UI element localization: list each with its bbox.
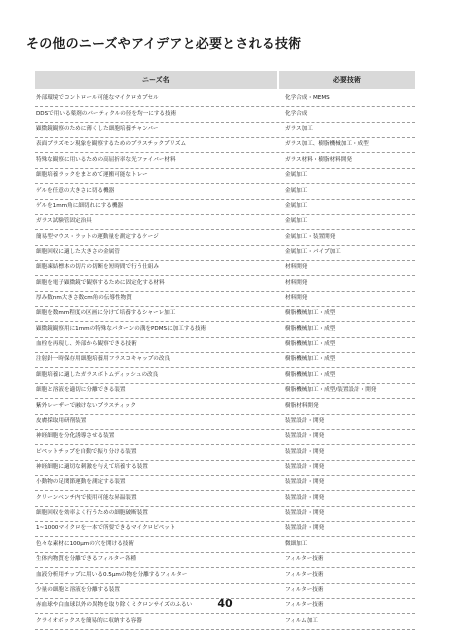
tech-cell: 金属加工 [285,172,308,179]
tech-cell: 微細加工 [285,540,308,547]
table-row [35,107,415,122]
tech-cell: 樹脂材料開発 [285,402,319,409]
table-row [35,507,415,522]
tech-cell: 金属加工・パイプ加工 [285,248,341,255]
table-row [35,338,415,353]
need-cell: 注射針一時保存用細胞培養用フラスコキャップの改良 [36,356,171,363]
table-row [35,568,415,583]
tech-cell: 樹脂機械加工・成型 [285,310,336,317]
tech-cell: 金属加工 [285,187,308,194]
needs-table [35,71,415,630]
need-cell: 顕微鏡観察用に1mmの特殊なパターンの溝をPDMSに加工する技術 [36,325,207,332]
table-row [35,92,415,107]
table-row [35,353,415,368]
need-cell: 厚み数nm大きさ数cm角の伝導性物質 [36,295,132,302]
need-cell: 細胞回収を効率よく行うための細胞破断装置 [36,510,148,517]
table-row [35,322,415,337]
tech-cell: 金属加工 [285,202,308,209]
header-tech: 必要技術 [332,76,361,84]
table-row [35,246,415,261]
tech-cell: 材料開発 [285,264,308,271]
need-cell: 1~1000マイクロを一本で所要できるマイクロピペット [36,525,176,532]
table-row [35,614,415,629]
tech-cell: ガラス材料・樹脂材料開発 [285,156,352,163]
tech-cell: 樹脂機械加工・成型 [285,325,336,332]
table-row [35,230,415,245]
need-cell: 表面プラズモン現象を観察するためのプラスチックプリズム [36,141,187,148]
table-row [35,476,415,491]
tech-cell: 樹脂機械加工・成型/装置設計・開発 [285,387,377,394]
tech-cell: 樹脂機械加工・成型 [285,371,336,378]
need-cell: ゲルを任意の大きさに切る機器 [36,187,115,194]
need-cell: 外部環境でコントロール可能なマイクロカプセル [36,95,159,102]
table-row [35,261,415,276]
tech-cell: 装置設計・開発 [285,464,325,470]
need-cell: 赤血球や白血球以外の異物を取り除くミクロンサイズのふるい [36,602,193,609]
table-row [35,537,415,552]
tech-cell: 装置設計・開発 [285,494,325,501]
tech-cell: 装置設計・開発 [285,448,325,455]
need-cell: 細胞培養ラックをまとめて運搬可能なトレー [36,172,148,179]
table-row [35,200,415,215]
need-cell: 小動物の足関節運動を測定する装置 [36,479,126,486]
page-number: 40 [217,597,233,610]
table-row [35,169,415,184]
table-row [35,292,415,307]
tech-cell: 樹脂機械加工・成型 [285,356,336,363]
table-row [35,415,415,430]
tech-cell: 金属加工 [285,218,308,225]
tech-cell: 化学合成 [285,110,308,117]
need-cell: 細胞を数mm程度の区画に分けて培養するシャーレ加工 [36,310,176,317]
need-cell: ピペットチップを自動で振り分ける装置 [36,448,137,455]
need-cell: 血栓を再現し、外部から観察できる技術 [36,341,137,348]
table-row [35,399,415,414]
need-cell: 少量の細胞と溶液を分離する装置 [36,586,120,593]
header-need: ニーズ名 [35,71,279,89]
table-row [35,307,415,322]
table-header [35,71,415,89]
table-row [35,153,415,168]
need-cell: 色々な素材に100μmの穴を開ける技術 [36,540,134,547]
tech-cell: フィルター技術 [285,586,324,593]
need-cell: クリーンベンチ内で使用可能な昇温装置 [36,494,137,501]
table-row [35,445,415,460]
table-row [35,138,415,153]
need-cell: ゲルを1mm角に細切れにする機器 [36,202,124,209]
need-cell: 神経細胞に適切な刺激を与えて培養する装置 [36,464,148,470]
need-cell: 簡易型マウス・ラットの運動量を測定するケージ [36,233,159,240]
need-cell: 細胞を電子顕微鏡で観察するために固定化する材料 [36,279,165,286]
need-cell: 紫外レーザーで融けないプラスティック [36,402,136,409]
table-row [35,276,415,291]
table-row [35,522,415,537]
tech-cell: 装置設計・開発 [285,433,325,440]
tech-cell: 装置設計・開発 [285,479,325,486]
tech-cell: 装置設計・開発 [285,510,325,517]
need-cell: 生体内物質を分離できるフィルター各種 [36,556,137,563]
need-cell: 細胞回収に適した大きさの金属管 [36,248,120,255]
table-row [35,430,415,445]
need-cell: 顕微鏡観察のために薄くした細胞培養チャンバー [36,126,159,133]
need-cell: 細胞と溶液を適切に分離できる装置 [36,387,126,394]
table-row [35,491,415,506]
table-row [35,215,415,230]
table-row [35,123,415,138]
need-cell: ガラス試験管固定治具 [36,218,92,225]
tech-cell: 金属加工・装置開発 [285,233,336,240]
page-title: その他のニーズやアイデアと必要とされる技術 [26,37,302,52]
need-cell: 血液分析用チップに用いる0.5μmの物を分離するフィルター [36,571,188,578]
tech-cell: 材料開発 [285,279,308,286]
tech-cell: フィルター技術 [285,571,324,578]
tech-cell: フィルター技術 [285,602,324,609]
tech-cell: フィルター技術 [285,556,324,563]
tech-cell: フィルム加工 [285,617,318,624]
tech-cell: 化学合成・MEMS [285,95,330,102]
tech-cell: 樹脂機械加工・成型 [285,341,336,348]
table-row [35,384,415,399]
need-cell: クライオボックスを簡易的に収納する容器 [36,617,142,624]
tech-cell: 装置設計・開発 [285,525,325,532]
table-row [35,553,415,568]
table-body [35,92,415,630]
need-cell: 細胞培養に適したガラスボトムディッシュの改良 [36,371,159,378]
table-row [35,184,415,199]
need-cell: 細胞凍結標本の切片の切断を短時間で行う仕組み [36,264,160,271]
tech-cell: ガラス加工、樹脂機械加工・成型 [285,141,369,148]
need-cell: 特殊な観察に用いるための高屈折率な光ファイバー材料 [36,156,176,163]
table-row [35,461,415,476]
need-cell: 神経細胞を分化誘導させる装置 [36,433,115,440]
need-cell: DDSで用いる薬剤のパーティクルの径を均一にする技術 [36,110,177,117]
tech-cell: 材料開発 [285,295,308,302]
tech-cell: ガラス加工 [285,126,313,133]
need-cell: 皮膚採取用研削装置 [36,417,87,424]
table-row [35,368,415,383]
tech-cell: 装置設計・開発 [285,417,325,424]
